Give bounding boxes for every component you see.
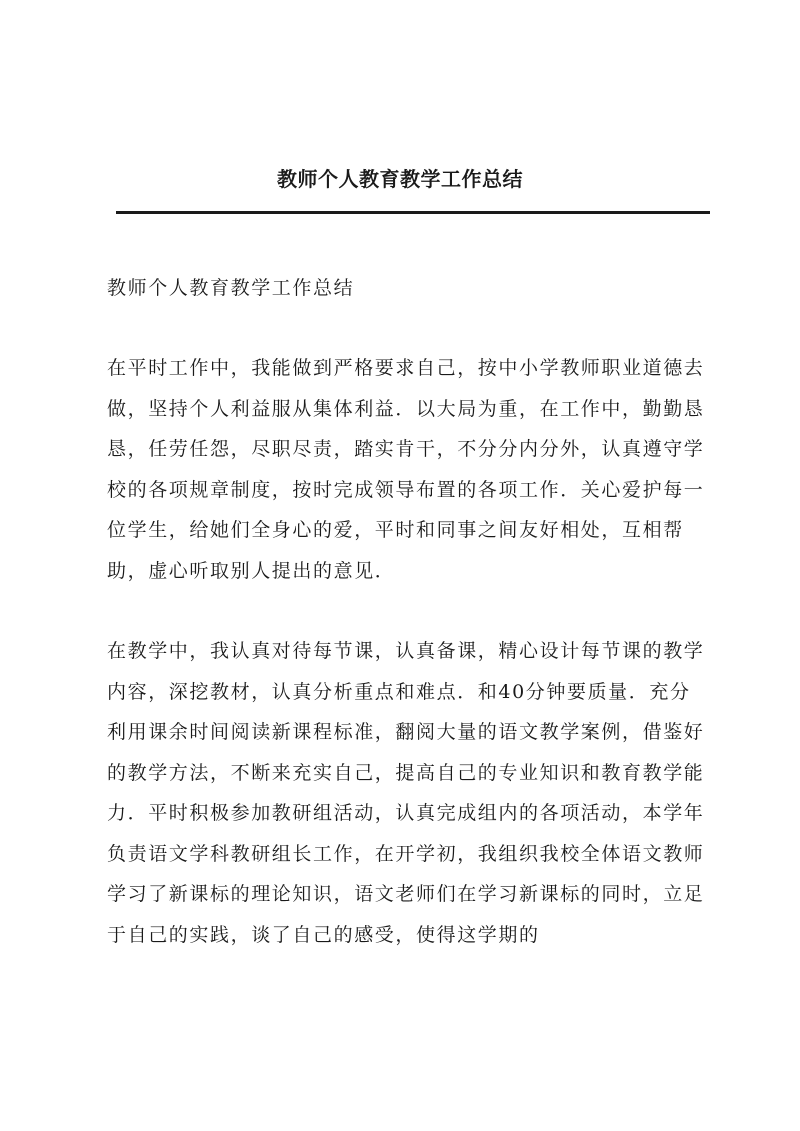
- document-title: 教师个人教育教学工作总结: [277, 167, 523, 191]
- paragraph-work-attitude: 在平时工作中，我能做到严格要求自己，按中小学教师职业道德去做，坚持个人利益服从集体利益．以大局为重，在工作中，勤勤恳恳，任劳任怨，尽职尽责，踏实肯干，不分分内分外，认真遵守学校的各项规章制度，按时完成领导布置的各项工作．关心爱护每一位学生，给她们全身心的爱，平时和同事之间友好相处，互相帮助，虚心听取别人提出的意见．: [107, 357, 705, 582]
- document-subtitle: 教师个人教育教学工作总结: [107, 277, 355, 299]
- paragraph-spacer: [107, 308, 707, 348]
- paragraph-spacer: [107, 591, 707, 631]
- paragraph-teaching: 在教学中，我认真对待每节课，认真备课，精心设计每节课的教学内容，深挖教材，认真分析重点和难点．和40分钟要质量．充分利用课余时间阅读新课程标准，翻阅大量的语文教学案例，借鉴好的教学方法，不断来充实自己，提高自己的专业知识和教育教学能力．平时积极参加教研组活动，认真完成组内的各项活动，本学年负责语文学科教研组长工作，在开学初，我组织我校全体语文教师学习了新课标的理论知识，语文老师们在学习新课标的同时，立足于自己的实践，谈了自己的感受，使得这学期的: [107, 640, 705, 946]
- title-underline: [116, 211, 710, 214]
- document-body: [107, 268, 707, 955]
